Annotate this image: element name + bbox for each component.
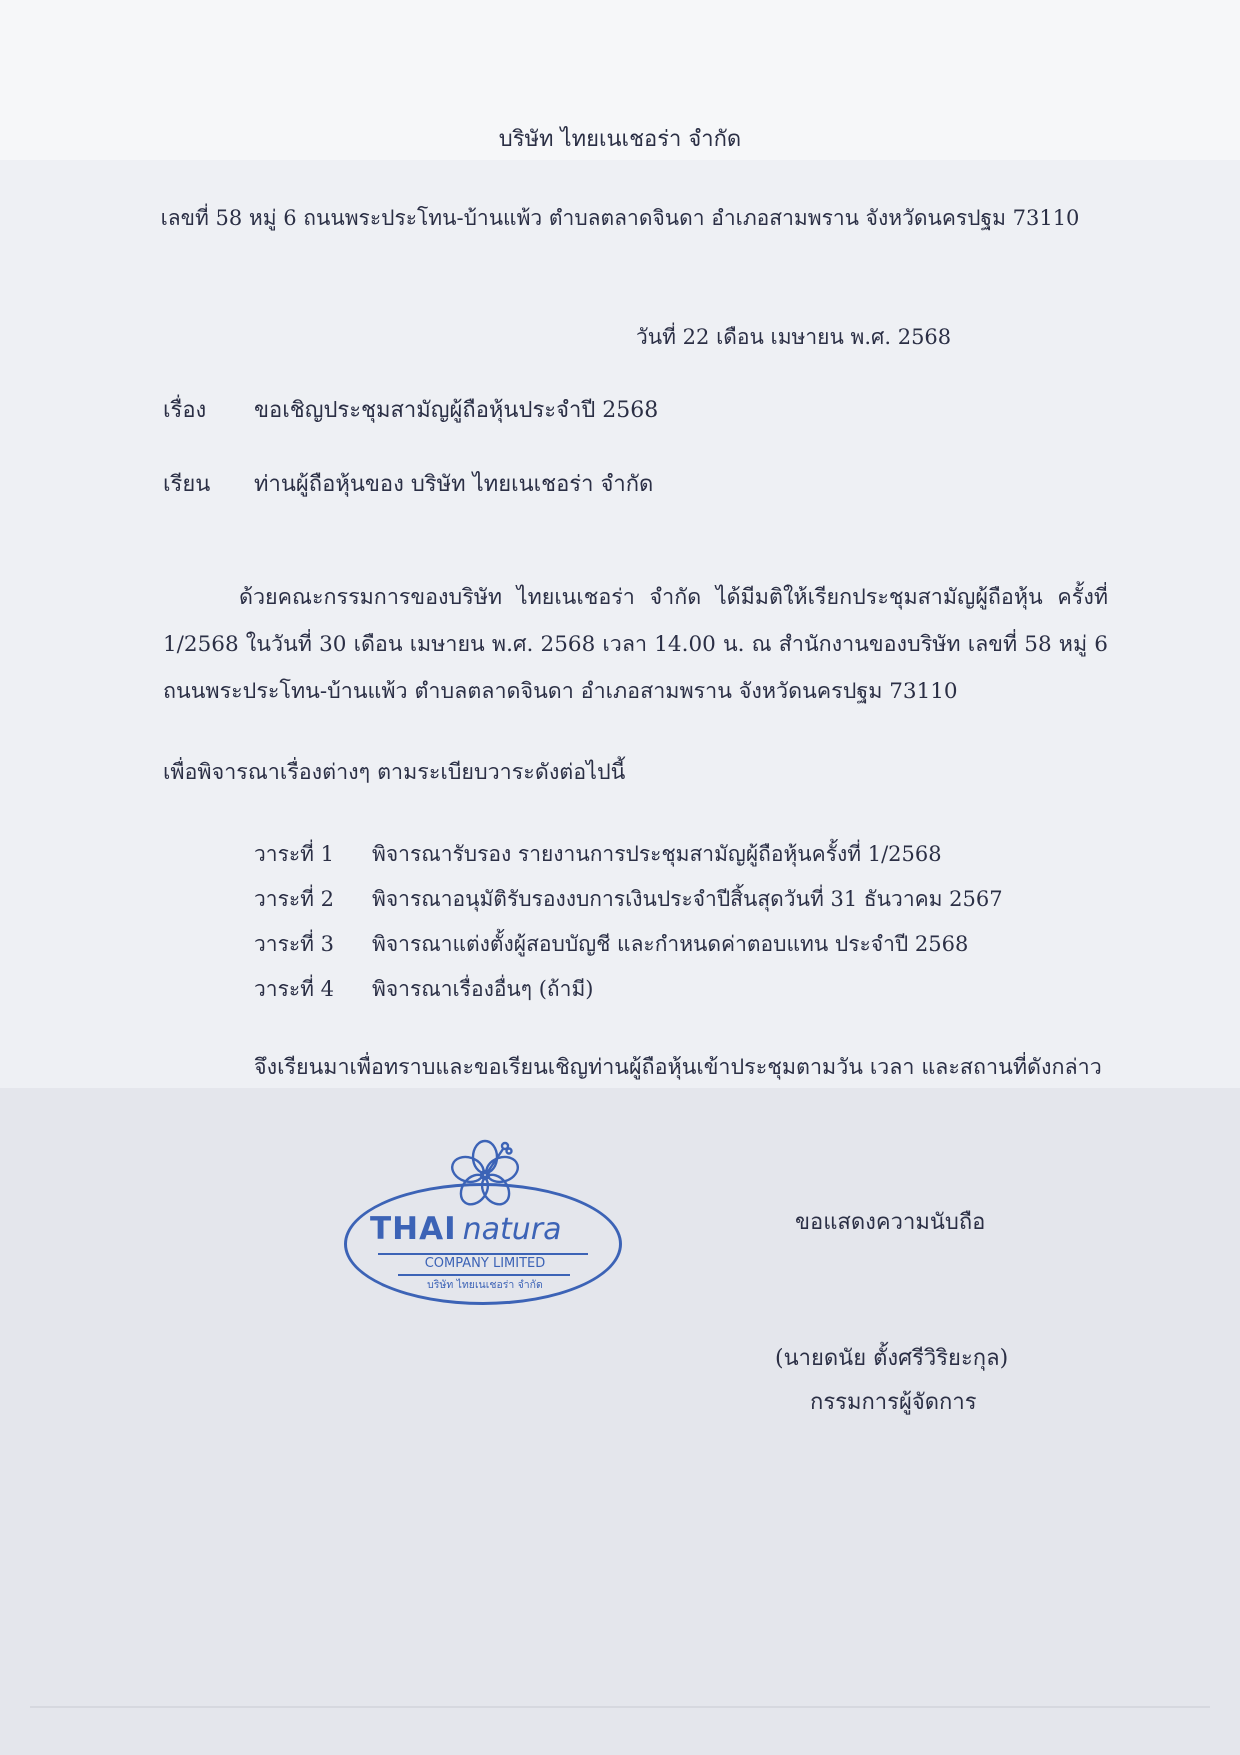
agenda-text: พิจารณารับรอง รายงานการประชุมสามัญผู้ถือหุ้นครั้งที่ 1/2568 xyxy=(372,842,942,866)
regards-line: ขอแสดงความนับถือ xyxy=(795,1210,986,1235)
signer-name: (นายดนัย ตั้งศรีวิริยะกุล) xyxy=(775,1346,1009,1371)
recipient-text: ท่านผู้ถือหุ้นของ บริษัท ไทยเนเชอร่า จำกัด xyxy=(254,472,654,497)
signer-title: กรรมการผู้จัดการ xyxy=(810,1390,977,1415)
agenda-item xyxy=(254,877,1114,922)
stamp-brand-italic: natura xyxy=(462,1212,562,1247)
agenda-text: พิจารณาอนุมัติรับรองงบการเงินประจำปีสิ้นสุดวันที่ 31 ธันวาคม 2567 xyxy=(372,887,1003,911)
agenda-text: พิจารณาเรื่องอื่นๆ (ถ้ามี) xyxy=(372,977,594,1001)
agenda-item xyxy=(254,967,1114,1012)
letter-date: วันที่ 22 เดือน เมษายน พ.ศ. 2568 xyxy=(636,325,952,349)
company-stamp xyxy=(340,1135,630,1315)
recipient-label: เรียน xyxy=(163,472,211,497)
scan-artifact-line xyxy=(30,1706,1210,1708)
company-name: บริษัท ไทยเนเชอร่า จำกัด xyxy=(498,127,742,152)
company-address: เลขที่ 58 หมู่ 6 ถนนพระประโทน-บ้านแพ้ว ตำบลตลาดจินดา อำเภอสามพราน จังหวัดนครปฐม 73110 xyxy=(160,206,1080,230)
closing-line: จึงเรียนมาเพื่อทราบและขอเรียนเชิญท่านผู้ถือหุ้นเข้าประชุมตามวัน เวลา และสถานที่ดังกล่าว xyxy=(254,1055,1102,1080)
agenda-text: พิจารณาแต่งตั้งผู้สอบบัญชี และกำหนดค่าตอบแทน ประจำปี 2568 xyxy=(372,932,969,956)
agenda-number: วาระที่ 1 xyxy=(254,842,335,866)
agenda-item xyxy=(254,832,1114,877)
stamp-brand xyxy=(370,1211,610,1247)
stamp-brand-bold: THAI xyxy=(370,1211,457,1247)
subject-label: เรื่อง xyxy=(163,398,207,423)
agenda-number: วาระที่ 3 xyxy=(254,932,335,956)
purpose-line: เพื่อพิจารณาเรื่องต่างๆ ตามระเบียบวาระดังต่อไปนี้ xyxy=(163,760,626,785)
stamp-divider xyxy=(378,1253,588,1255)
body-paragraph: ด้วยคณะกรรมการของบริษัท ไทยเนเชอร่า จำกัด ได้มีมติให้เรียกประชุมสามัญผู้ถือหุ้น ครั้งที่ 1/2568 ในวันที่ 30 เดือน เมษายน พ.ศ. 2568 เวลา 14.00 น. ณ สำนักงานของบริษัท เลขที่ 58 หมู่ 6 ถนนพระประโทน-บ้านแพ้ว ตำบลตลาดจินดา อำเภอสามพราน จังหวัดนครปฐม 73110 xyxy=(163,585,1108,704)
subject-text: ขอเชิญประชุมสามัญผู้ถือหุ้นประจำปี 2568 xyxy=(254,398,659,423)
agenda-list xyxy=(254,832,1114,1012)
agenda-number: วาระที่ 4 xyxy=(254,977,335,1001)
agenda-number: วาระที่ 2 xyxy=(254,887,335,911)
agenda-item xyxy=(254,922,1114,967)
stamp-thai-name: บริษัท ไทยเนเชอร่า จำกัด xyxy=(427,1279,543,1291)
stamp-subtitle: COMPANY LIMITED xyxy=(424,1256,546,1271)
